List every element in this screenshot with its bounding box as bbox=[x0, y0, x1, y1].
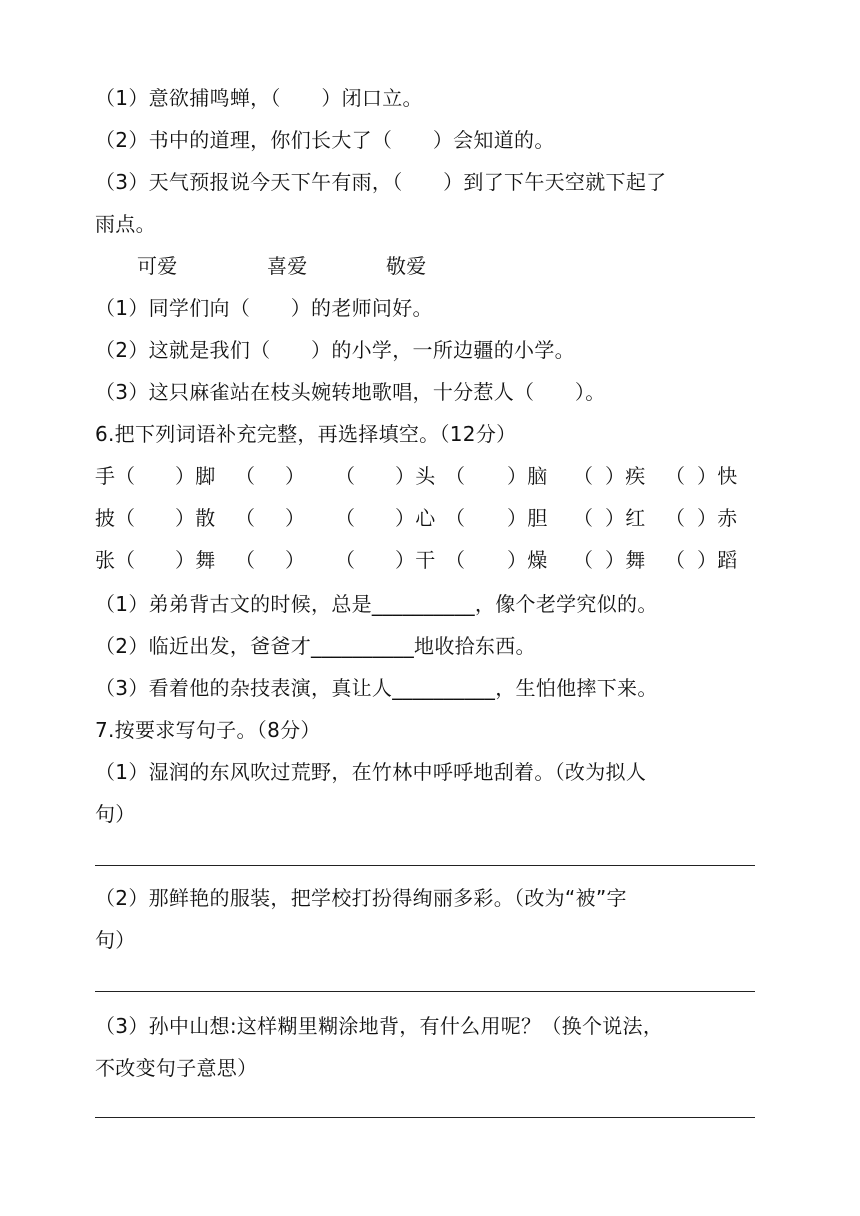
rewrite-sentence-2-continued: 句） bbox=[95, 928, 136, 952]
idiom-text: ）散 bbox=[175, 506, 216, 530]
idiom-text: （ bbox=[235, 548, 256, 572]
sentence-3-continued: 雨点。 bbox=[95, 212, 156, 236]
rewrite-sentence-1: （1）湿润的东风吹过荒野，在竹林中呼呼地刮着。（改为拟人 bbox=[95, 760, 647, 784]
answer-line bbox=[95, 991, 755, 992]
idiom-text: （ bbox=[445, 548, 466, 572]
fill-sentence-1: （1）弟弟背古文的时候，总是__________，像个老学究似的。 bbox=[95, 592, 658, 616]
sentence-3: （3）这只麻雀站在枝头婉转地歌唱，十分惹人（ ）。 bbox=[95, 380, 606, 404]
idiom-text: 披 bbox=[95, 506, 116, 530]
idiom-text: ）干 bbox=[395, 548, 436, 572]
sentence-2: （2）书中的道理，你们长大了（ ）会知道的。 bbox=[95, 128, 555, 152]
idiom-text: （ bbox=[235, 464, 256, 488]
idiom-text: ）舞 bbox=[605, 548, 646, 572]
idiom-text: ） bbox=[285, 548, 306, 572]
idiom-text: ）蹈 bbox=[697, 548, 738, 572]
idiom-text: ） bbox=[285, 464, 306, 488]
question-6-title: 6.把下列词语补充完整，再选择填空。（12分） bbox=[95, 422, 517, 446]
idiom-text: ）红 bbox=[605, 506, 646, 530]
sentence-2: （2）这就是我们（ ）的小学，一所边疆的小学。 bbox=[95, 338, 575, 362]
rewrite-sentence-3: （3）孙中山想:这样糊里糊涂地背，有什么用呢？（换个说法， bbox=[95, 1014, 664, 1038]
idiom-text: ）赤 bbox=[697, 506, 738, 530]
idiom-text: （ bbox=[115, 548, 136, 572]
fill-sentence-2: （2）临近出发，爸爸才__________地收拾东西。 bbox=[95, 634, 536, 658]
idiom-row bbox=[95, 461, 755, 491]
idiom-text: （ bbox=[665, 464, 686, 488]
idiom-text: （ bbox=[445, 464, 466, 488]
idiom-text: （ bbox=[115, 506, 136, 530]
idiom-text: 张 bbox=[95, 548, 116, 572]
idiom-row bbox=[95, 545, 755, 575]
idiom-text: （ bbox=[115, 464, 136, 488]
idiom-text: ）快 bbox=[697, 464, 738, 488]
sentence-3: （3）天气预报说今天下午有雨，（ ）到了下午天空就下起了 bbox=[95, 170, 667, 194]
idiom-text: ）心 bbox=[395, 506, 436, 530]
idiom-text: （ bbox=[235, 506, 256, 530]
word-choice: 喜爱 bbox=[267, 254, 308, 278]
sentence-1: （1）同学们向（ ）的老师问好。 bbox=[95, 296, 433, 320]
idiom-text: ） bbox=[285, 506, 306, 530]
idiom-text: （ bbox=[573, 548, 594, 572]
question-7-title: 7.按要求写句子。（8分） bbox=[95, 718, 321, 742]
idiom-text: （ bbox=[665, 506, 686, 530]
rewrite-sentence-2: （2）那鲜艳的服装，把学校打扮得绚丽多彩。（改为“被”字 bbox=[95, 886, 627, 910]
idiom-text: ）燥 bbox=[507, 548, 548, 572]
answer-line bbox=[95, 865, 755, 866]
answer-line bbox=[95, 1117, 755, 1118]
word-choice: 敬爱 bbox=[386, 254, 427, 278]
idiom-text: ）头 bbox=[395, 464, 436, 488]
idiom-text: ）胆 bbox=[507, 506, 548, 530]
rewrite-sentence-3-continued: 不改变句子意思） bbox=[95, 1056, 258, 1080]
word-choices bbox=[95, 251, 755, 281]
idiom-text: （ bbox=[335, 506, 356, 530]
idiom-text: （ bbox=[335, 548, 356, 572]
idiom-text: ）舞 bbox=[175, 548, 216, 572]
idiom-text: （ bbox=[573, 506, 594, 530]
idiom-row bbox=[95, 503, 755, 533]
idiom-text: ）脚 bbox=[175, 464, 216, 488]
rewrite-sentence-1-continued: 句） bbox=[95, 802, 136, 826]
idiom-text: （ bbox=[445, 506, 466, 530]
fill-sentence-3: （3）看着他的杂技表演，真让人__________，生怕他摔下来。 bbox=[95, 676, 658, 700]
idiom-text: （ bbox=[573, 464, 594, 488]
idiom-text: 手 bbox=[95, 464, 116, 488]
idiom-text: ）疾 bbox=[605, 464, 646, 488]
word-choice: 可爱 bbox=[137, 254, 178, 278]
idiom-text: ）脑 bbox=[507, 464, 548, 488]
idiom-text: （ bbox=[335, 464, 356, 488]
sentence-1: （1）意欲捕鸣蝉，（ ）闭口立。 bbox=[95, 86, 423, 110]
idiom-text: （ bbox=[665, 548, 686, 572]
